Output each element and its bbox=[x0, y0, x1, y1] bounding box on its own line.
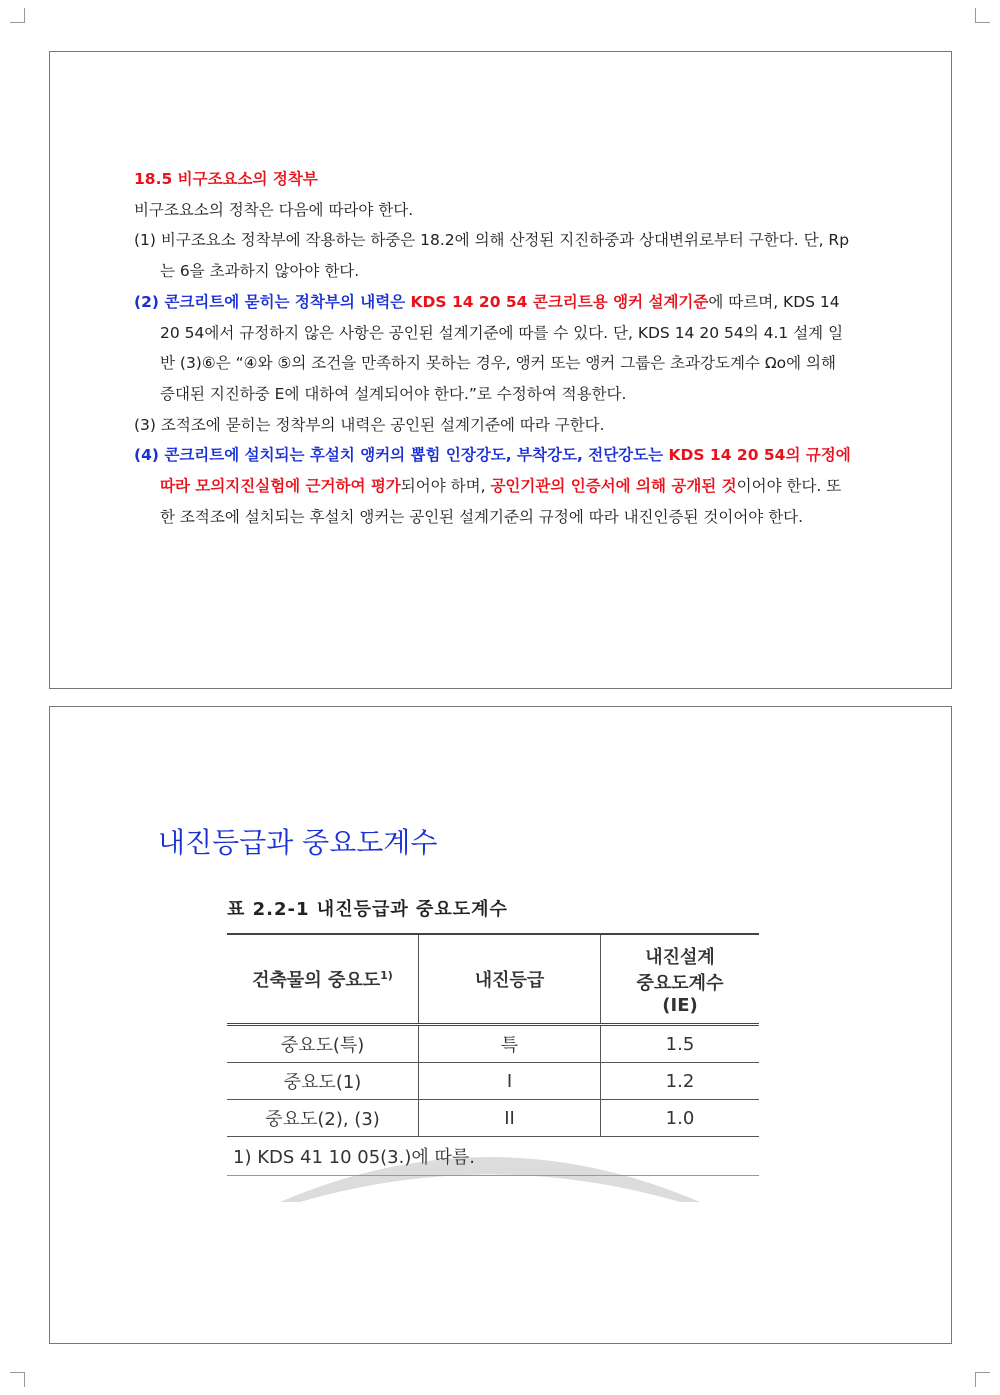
footnote-marker: 1) bbox=[380, 969, 393, 982]
item-4-lead: (4) 콘크리트에 설치되는 후설치 앵커의 뽑힘 인장강도, 부착강도, 전단강도는 bbox=[134, 446, 669, 465]
cell-factor: 1.0 bbox=[601, 1100, 760, 1137]
cell-factor: 1.2 bbox=[601, 1063, 760, 1100]
table-header-row bbox=[227, 934, 759, 1025]
seismic-grade-table bbox=[227, 933, 759, 1176]
item-4-evaluation: KDS 14 20 54의 규정에 따라 모의지진실험에 근거하여 평가 bbox=[160, 446, 851, 496]
table-row bbox=[227, 1100, 759, 1137]
item-2 bbox=[134, 287, 854, 410]
item-4 bbox=[134, 440, 854, 532]
crop-mark-top-right bbox=[975, 8, 990, 23]
slide-seismic-grade bbox=[49, 706, 952, 1344]
item-3: (3) 조적조에 묻히는 정착부의 내력은 공인된 설계기준에 따라 구한다. bbox=[134, 415, 605, 434]
seismic-table-wrapper bbox=[227, 895, 759, 1176]
slide-title: 내진등급과 중요도계수 bbox=[158, 826, 438, 859]
item-1: (1) 비구조요소 정착부에 작용하는 하중은 18.2에 의해 산정된 지진하중과 상대변위로부터 구한다. 단, Rp는 6을 초과하지 않아야 한다. bbox=[134, 231, 850, 281]
table-caption: 표 2.2-1 내진등급과 중요도계수 bbox=[227, 899, 508, 920]
cell-factor: 1.5 bbox=[601, 1025, 760, 1063]
cell-importance: 중요도(2), (3) bbox=[227, 1100, 419, 1137]
item-2-lead: (2) 콘크리트에 묻히는 정착부의 내력은 bbox=[134, 292, 411, 311]
table-row bbox=[227, 1025, 759, 1063]
table-footnote: 1) KDS 41 10 05(3.)에 따름. bbox=[227, 1137, 759, 1176]
cell-importance: 중요도(1) bbox=[227, 1063, 419, 1100]
table-row bbox=[227, 1063, 759, 1100]
crop-mark-top-left bbox=[10, 8, 25, 23]
header-importance: 건축물의 중요도$^{1)}$ bbox=[227, 934, 419, 1025]
item-4-mid: 되어야 하며, bbox=[400, 477, 491, 496]
item-2-standard: KDS 14 20 54 콘크리트용 앵커 설계기준 bbox=[410, 292, 709, 311]
table-footnote-row bbox=[227, 1137, 759, 1176]
item-4-rest: 이어야 한다. 또한 조적조에 설치되는 후설치 앵커는 공인된 설계기준의 규정에 따라 내진인증된 것이어야 한다. bbox=[160, 477, 842, 526]
cell-grade: 특 bbox=[419, 1025, 601, 1063]
item-2-rest: 에 따르며, KDS 14 20 54에서 규정하지 않은 사항은 공인된 설계기준에 따를 수 있다. 단, KDS 14 20 54의 4.1 설계 일반 (3)⑥은 “④와 ⑤의 조건을 만족하지 못하는 경우, 앵커 또는 앵커 그룹은 초과강도계수 Ωo에 의해 증대된 지진하중 E에 대하여 설계되어야 한다.”로 수정하여 적용한다. bbox=[160, 292, 844, 403]
slide-anchorage bbox=[49, 51, 952, 689]
crop-mark-bottom-left bbox=[10, 1372, 25, 1387]
header-grade: 내진등급 bbox=[419, 934, 601, 1025]
item-4-certificate: 공인기관의 인증서에 의해 공개된 것 bbox=[490, 477, 737, 496]
crop-mark-bottom-right bbox=[975, 1372, 990, 1387]
header-factor: 내진설계 중요도계수 (IE) bbox=[601, 934, 760, 1025]
section-heading: 18.5 비구조요소의 정착부 bbox=[134, 170, 318, 188]
cell-importance: 중요도(특) bbox=[227, 1025, 419, 1063]
anchorage-text-block bbox=[134, 164, 854, 532]
intro-paragraph: 비구조요소의 정착은 다음에 따라야 한다. bbox=[134, 200, 414, 219]
cell-grade: II bbox=[419, 1100, 601, 1137]
cell-grade: I bbox=[419, 1063, 601, 1100]
